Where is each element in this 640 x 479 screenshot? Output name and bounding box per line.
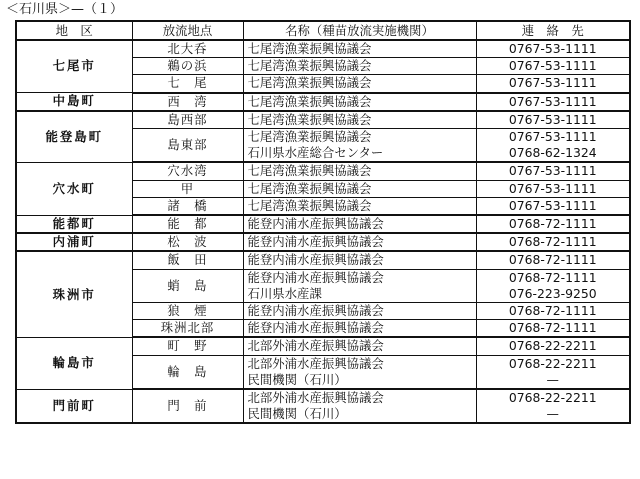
area-cell: 内浦町 [16,233,132,251]
org-cell [243,355,476,389]
tel-cell [476,197,630,215]
place-cell: 蛸 島 [132,269,243,302]
phone-number: — [546,371,559,387]
phone-number: 0767-53-1111 [508,93,597,109]
org-cell [243,93,476,111]
tel-cell [476,40,630,58]
table-body [16,40,630,423]
org-name: 七尾湾漁業振興協議会 [247,58,372,74]
tel-cell [476,215,630,233]
place-cell: 諸 橋 [132,197,243,215]
release-site-table [15,20,631,424]
org-cell [243,58,476,75]
org-cell [243,197,476,215]
table-row [16,389,630,423]
place-cell: 輪 島 [132,355,243,389]
org-name: 民間機関（石川） [247,406,347,422]
tel-cell [476,355,630,389]
org-cell [243,129,476,163]
org-name: 七尾湾漁業振興協議会 [247,93,372,109]
area-cell: 中島町 [16,93,132,111]
table-row [16,337,630,355]
area-cell: 能都町 [16,215,132,233]
area-cell: 能登島町 [16,111,132,163]
tel-cell [476,180,630,197]
org-name: 能登内浦水産振興協議会 [247,234,384,250]
org-name: 北部外浦水産振興協議会 [247,355,384,371]
phone-number: 0768-22-2211 [508,338,597,354]
tel-cell [476,251,630,269]
org-name: 七尾湾漁業振興協議会 [247,111,372,127]
phone-number: 0768-22-2211 [508,355,597,371]
tel-cell [476,320,630,338]
phone-number: 0767-53-1111 [508,197,597,213]
tel-cell [476,337,630,355]
org-cell [243,40,476,58]
org-name: 能登内浦水産振興協議会 [247,269,384,285]
org-cell [243,180,476,197]
place-cell: 飯 田 [132,251,243,269]
place-cell: 狼 煙 [132,303,243,320]
org-cell [243,251,476,269]
org-cell [243,269,476,302]
org-name: 北部外浦水産振興協議会 [247,390,384,406]
phone-number: 0768-72-1111 [508,252,597,268]
phone-number: 076-223-9250 [508,285,597,301]
phone-number: 0768-22-2211 [508,390,597,406]
tel-cell [476,58,630,75]
tel-cell [476,111,630,129]
org-name: 石川県水産総合センター [247,145,384,161]
tel-cell [476,303,630,320]
place-cell: 西 湾 [132,93,243,111]
org-cell [243,337,476,355]
place-cell: 島東部 [132,129,243,163]
place-cell: 七 尾 [132,75,243,93]
place-cell: 穴水湾 [132,162,243,180]
table-row [16,251,630,269]
org-cell [243,111,476,129]
org-name: 能登内浦水産振興協議会 [247,216,384,232]
org-name: 能登内浦水産振興協議会 [247,320,384,336]
org-name: 七尾湾漁業振興協議会 [247,180,372,196]
org-name: 七尾湾漁業振興協議会 [247,197,372,213]
header-tel: 連 絡 先 [476,21,630,40]
org-cell [243,389,476,423]
phone-number: 0768-72-1111 [508,269,597,285]
place-cell: 能 都 [132,215,243,233]
place-cell: 島西部 [132,111,243,129]
tel-cell [476,233,630,251]
phone-number: — [546,406,559,422]
area-cell: 穴水町 [16,162,132,215]
place-cell: 珠洲北部 [132,320,243,338]
table-row [16,215,630,233]
table-header-row [16,21,630,40]
org-name: 七尾湾漁業振興協議会 [247,129,372,145]
area-cell: 七尾市 [16,40,132,93]
phone-number: 0767-53-1111 [508,58,597,74]
place-cell: 北大呑 [132,40,243,58]
area-cell: 輪島市 [16,337,132,389]
phone-number: 0768-72-1111 [508,320,597,336]
tel-cell [476,269,630,302]
tel-cell [476,129,630,163]
org-cell [243,233,476,251]
area-cell: 門前町 [16,389,132,423]
phone-number: 0768-72-1111 [508,234,597,250]
phone-number: 0767-53-1111 [508,111,597,127]
place-cell: 鵜の浜 [132,58,243,75]
page-title: ＜石川県＞—（１） [6,2,124,17]
place-cell: 松 波 [132,233,243,251]
org-name: 七尾湾漁業振興協議会 [247,41,372,56]
table-row [16,233,630,251]
phone-number: 0767-53-1111 [508,180,597,196]
org-cell [243,162,476,180]
phone-number: 0767-53-1111 [508,129,597,145]
org-cell [243,303,476,320]
area-cell: 珠洲市 [16,251,132,337]
place-cell: 甲 [132,180,243,197]
table-row [16,111,630,129]
place-cell: 町 野 [132,337,243,355]
header-place: 放流地点 [132,21,243,40]
tel-cell [476,93,630,111]
phone-number: 0768-62-1324 [508,145,597,161]
tel-cell [476,389,630,423]
tel-cell [476,162,630,180]
header-area: 地 区 [16,21,132,40]
org-cell [243,320,476,338]
org-name: 能登内浦水産振興協議会 [247,252,384,268]
place-cell: 門 前 [132,389,243,423]
org-name: 民間機関（石川） [247,371,347,387]
phone-number: 0767-53-1111 [508,75,597,91]
phone-number: 0768-72-1111 [508,303,597,319]
org-name: 七尾湾漁業振興協議会 [247,163,372,179]
org-name: 能登内浦水産振興協議会 [247,303,384,319]
tel-cell [476,75,630,93]
phone-number: 0767-53-1111 [508,41,597,56]
phone-number: 0768-72-1111 [508,216,597,232]
org-name: 石川県水産課 [247,285,322,301]
table-row [16,93,630,111]
org-cell [243,215,476,233]
phone-number: 0767-53-1111 [508,163,597,179]
table-row [16,162,630,180]
table-row [16,40,630,58]
header-org: 名称（種苗放流実施機関） [243,21,476,40]
org-name: 北部外浦水産振興協議会 [247,338,384,354]
org-cell [243,75,476,93]
org-name: 七尾湾漁業振興協議会 [247,75,372,91]
